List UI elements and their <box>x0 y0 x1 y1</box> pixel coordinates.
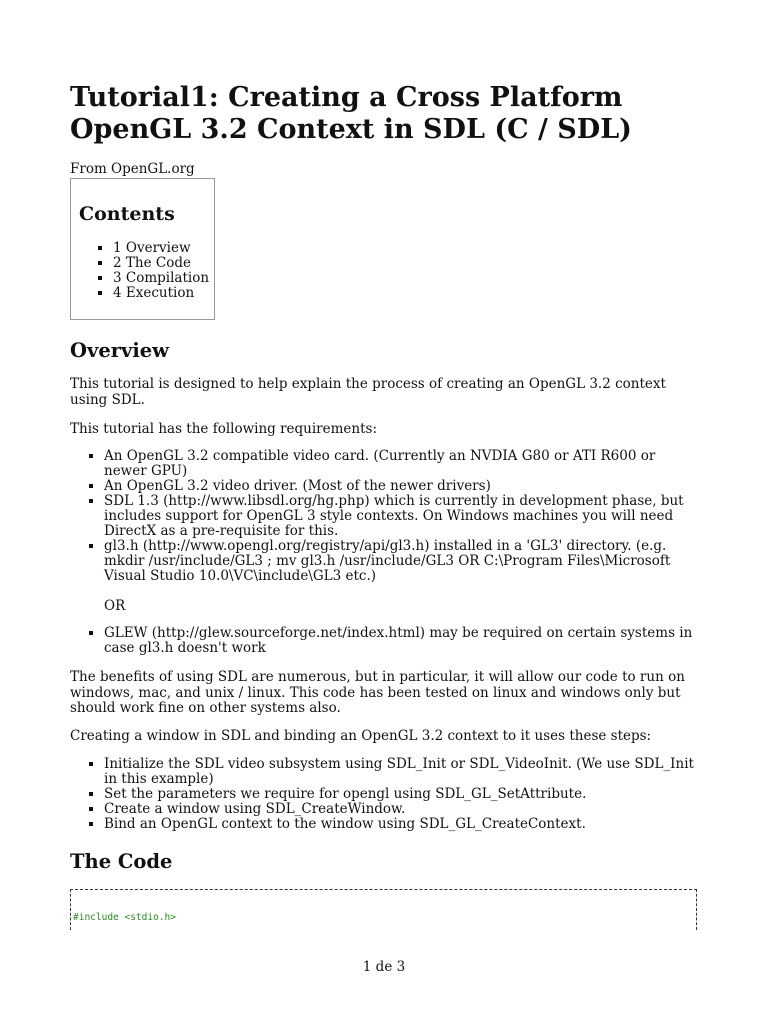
toc-item-overview[interactable]: ▪ 1 Overview <box>113 241 209 256</box>
toc-heading: Contents <box>79 203 175 225</box>
overview-heading: Overview <box>70 339 169 362</box>
requirements-list <box>70 449 700 584</box>
list-item: ▪ GLEW (http://glew.sourceforge.net/index.html) may be required on certain systems in case gl3.h doesn't work <box>104 626 700 656</box>
overview-paragraph-intro: This tutorial is designed to help explain the process of creating an OpenGL 3.2 context using SDL. <box>70 376 666 408</box>
toc-item-the-code[interactable]: ▪ 2 The Code <box>113 256 209 271</box>
page-number: 1 de 3 <box>362 959 406 975</box>
the-code-heading: The Code <box>70 850 173 873</box>
code-block <box>70 889 697 930</box>
source-note: From OpenGL.org <box>70 161 195 177</box>
overview-paragraph-requirements: This tutorial has the following requirements: <box>70 421 378 437</box>
or-separator: OR <box>104 598 126 614</box>
overview-paragraph-benefits: The benefits of using SDL are numerous, but in particular, it will allow our code to run on windows, mac, and unix / linux. This code has been tested on linux and windows only but should work fine on other systems also. <box>70 669 685 716</box>
list-item: ▪ Initialize the SDL video subsystem using SDL_Init or SDL_VideoInit. (We use SDL_Init in this example) <box>104 757 700 787</box>
list-item: ▪ Create a window using SDL_CreateWindow. <box>104 802 700 817</box>
toc-item-execution[interactable]: ▪ 4 Execution <box>113 286 209 301</box>
list-item: ▪ SDL 1.3 (http://www.libsdl.org/hg.php) which is currently in development phase, but includes support for OpenGL 3 style contexts. On Windows machines you will need DirectX as a pre-requisite for this. <box>104 494 700 539</box>
overview-paragraph-steps: Creating a window in SDL and binding an OpenGL 3.2 context to it uses these steps: <box>70 728 652 744</box>
steps-list <box>70 757 700 832</box>
code-line: #include <stdio.h> <box>73 912 176 923</box>
list-item: ▪ Bind an OpenGL context to the window using SDL_GL_CreateContext. <box>104 817 700 832</box>
list-item: ▪ gl3.h (http://www.opengl.org/registry/api/gl3.h) installed in a 'GL3' directory. (e.g. mkdir /usr/include/GL3 ; mv gl3.h /usr/include/GL3 OR C:\Program Files\Microsoft Visual Studio 10.0\VC\include\GL3 etc.) <box>104 539 700 584</box>
toc-item-compilation[interactable]: ▪ 3 Compilation <box>113 271 209 286</box>
toc-list <box>71 241 209 301</box>
list-item: ▪ An OpenGL 3.2 video driver. (Most of the newer drivers) <box>104 479 700 494</box>
table-of-contents <box>70 178 215 320</box>
glew-list <box>70 626 700 656</box>
page-title: Tutorial1: Creating a Cross Platform OpenGL 3.2 Context in SDL (C / SDL) <box>70 82 632 145</box>
list-item: ▪ Set the parameters we require for opengl using SDL_GL_SetAttribute. <box>104 787 700 802</box>
list-item: ▪ An OpenGL 3.2 compatible video card. (Currently an NVDIA G80 or ATI R600 or newer GPU) <box>104 449 700 479</box>
